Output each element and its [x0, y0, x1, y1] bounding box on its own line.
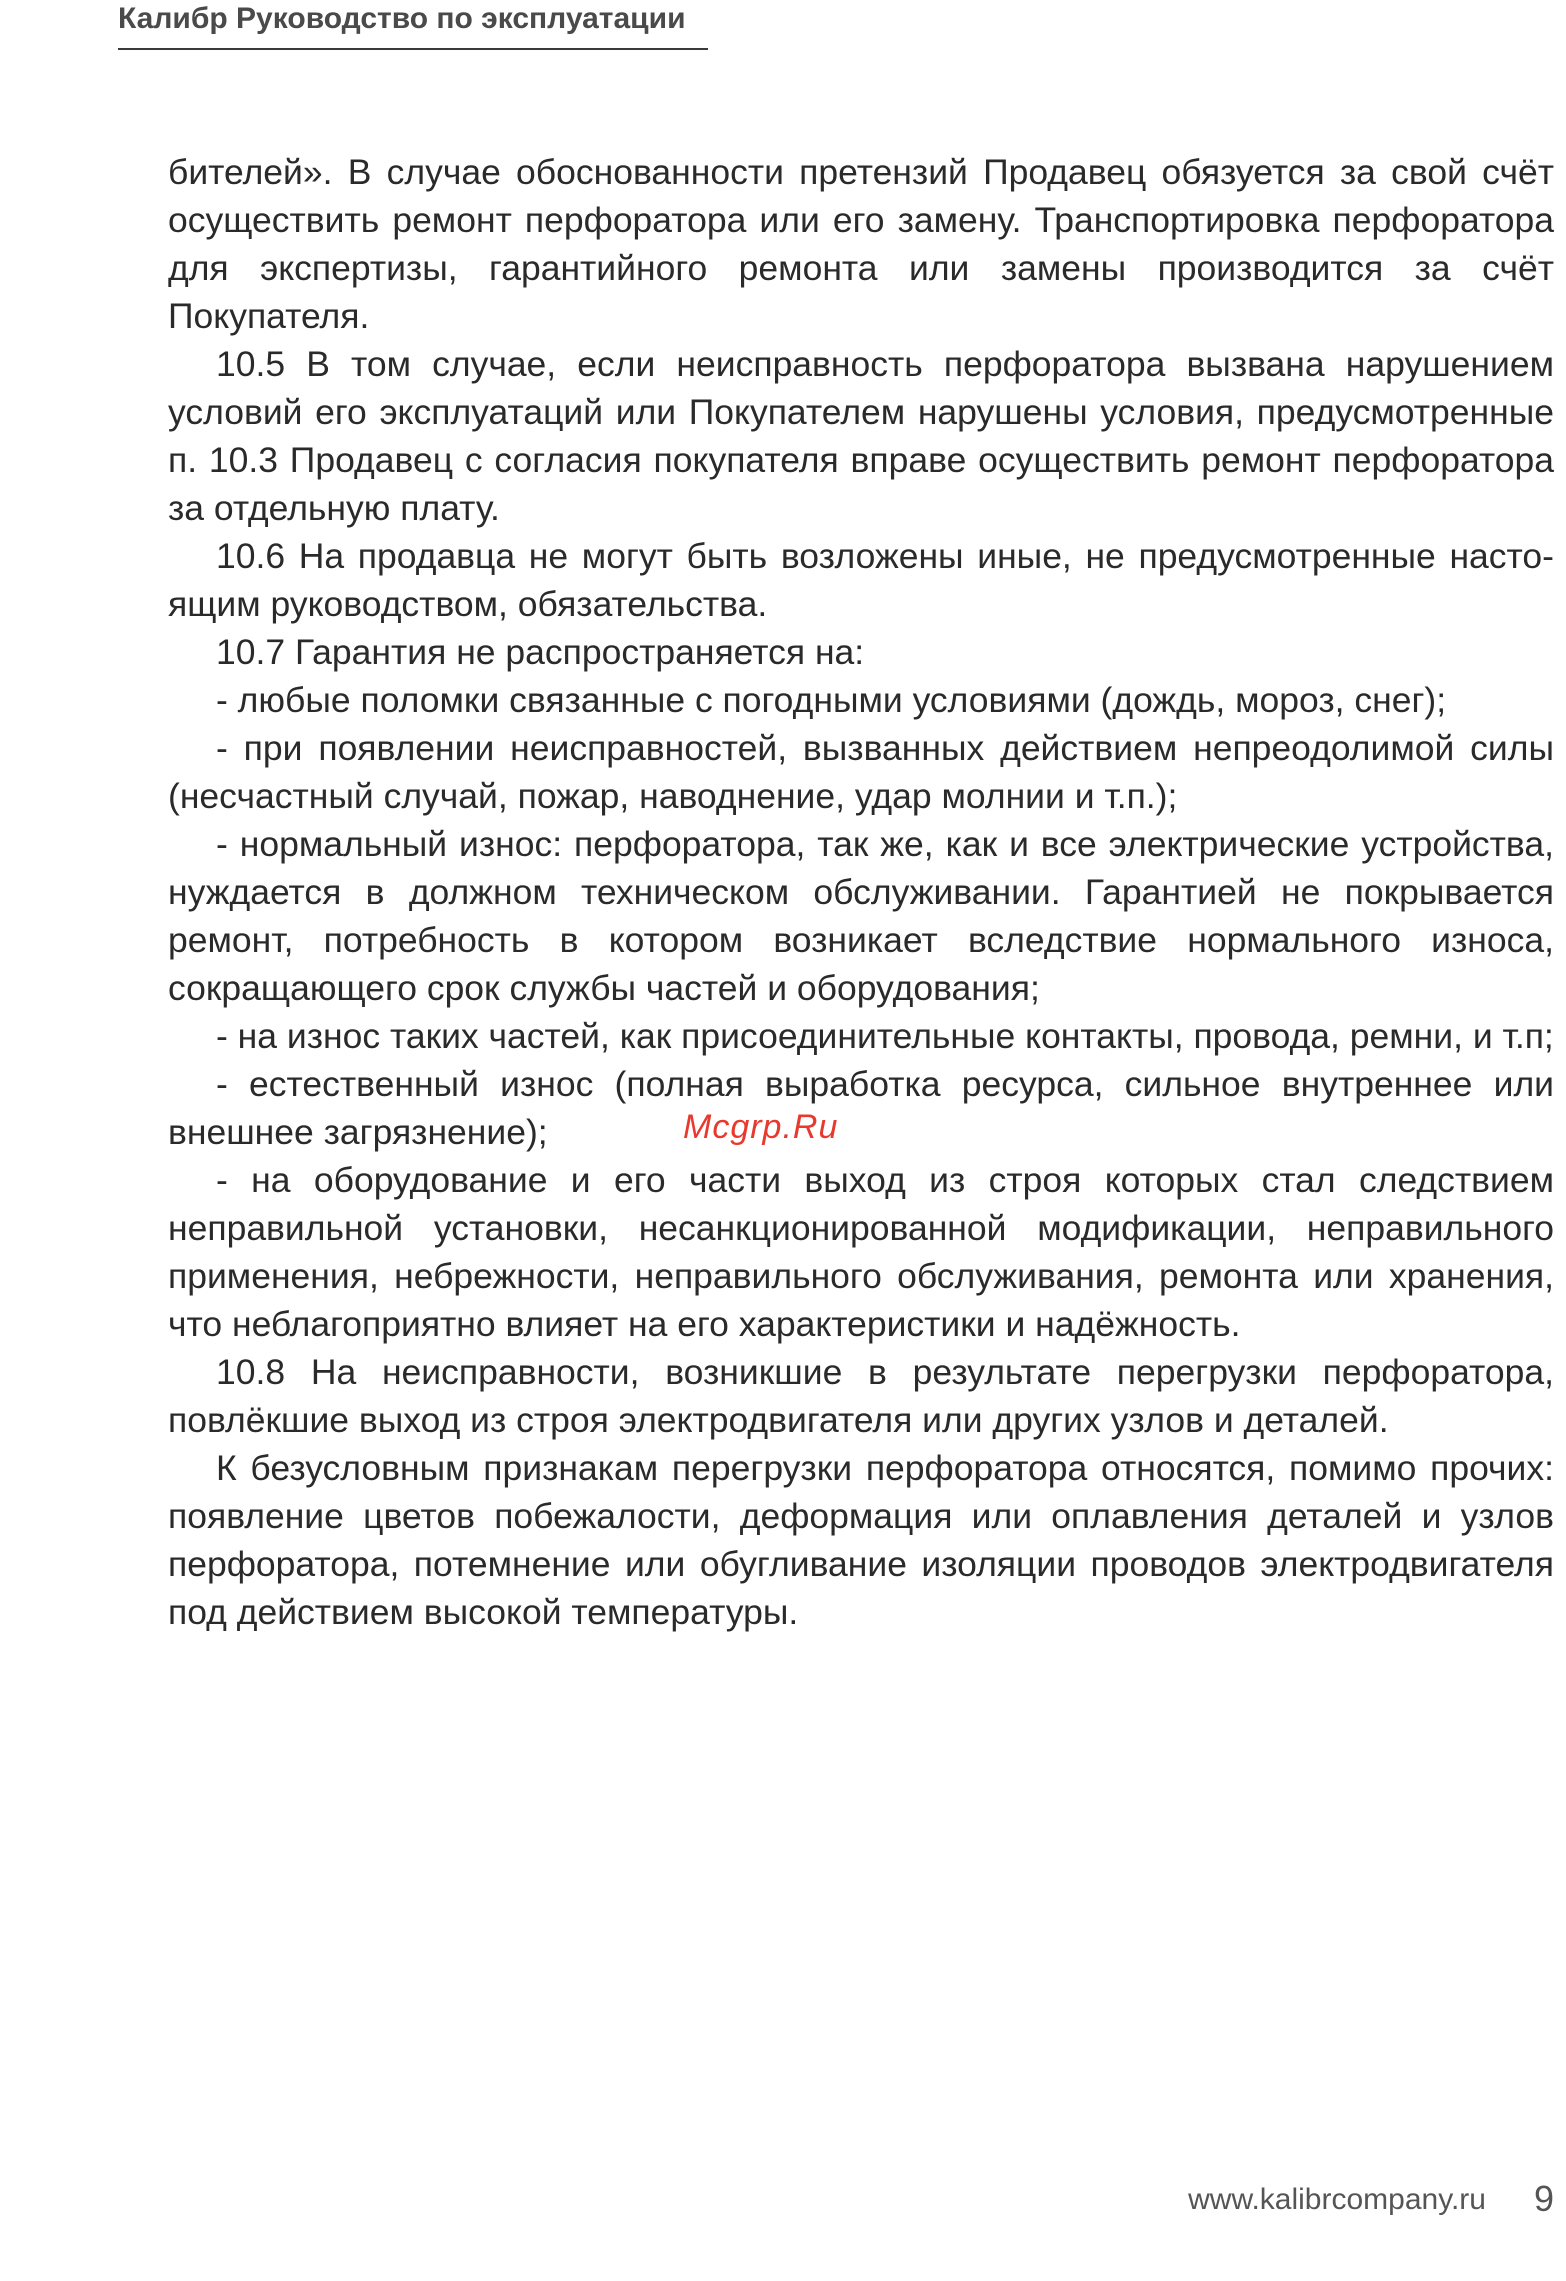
paragraph-10-5: 10.5 В том случае, если неисправность перфоратора вызвана нарушением условий его эксплуатаций или Покупателем нарушены условия, предусмотренные п. 10.3 Продавец с согласия покупателя вправе осуществить ремонт перфоратора за отдельную плату. [168, 344, 1554, 528]
list-item-force-majeure: - при появлении неисправностей, вызванных действием непреодолимой силы (несчастный случай, пожар, наводнение, удар молнии и т.п.); [168, 728, 1554, 816]
paragraph-overload-signs: К безусловным признакам перегрузки перфоратора относятся, помимо прочих: появление цветов побежалости, деформация или оплавления деталей и узлов перфоратора, потемнение или обугливание изоляции проводов электродвигателя под действием высокой температуры. [168, 1448, 1554, 1632]
paragraph-continuation: бителей». В случае обоснованности претензий Продавец обязуется за свой счёт осуществить ремонт перфоратора или его замену. Транспортировка перфоратора для экспертизы, гарантийного ремонта или замены производится за счёт Покупателя. [168, 152, 1554, 336]
header-title: Калибр Руководство по эксплуатации [118, 2, 686, 35]
list-item-natural-wear: - естественный износ (полная выработка ресурса, сильное внутреннее или внешнее загрязнение); [168, 1064, 1554, 1152]
document-body [168, 148, 1554, 1636]
list-item-weather: - любые поломки связанные с погодными условиями (дождь, мороз, снег); [216, 680, 1447, 720]
paragraph-10-8: 10.8 На неисправности, возникшие в результате перегрузки перфоратора, повлёкшие выход из строя электродвигателя или других узлов и деталей. [168, 1352, 1554, 1440]
list-item-normal-wear: - нормальный износ: перфоратора, так же, как и все электрические устройства, нуждается в должном техническом обслуживании. Гарантией не покрывается ремонт, потребность в котором возникает вследствие нормального износа, сокращающего срок службы частей и оборудования; [168, 824, 1554, 1008]
watermark: Mcgrp.Ru [683, 1108, 839, 1146]
page-header [118, 0, 708, 50]
footer-url[interactable]: www.kalibrcompany.ru [1188, 2183, 1486, 2216]
page-number: 9 [1533, 2178, 1554, 2219]
paragraph-10-6: 10.6 На продавца не могут быть возложены иные, не предусмотренные настоящим руководством, обязательства. [168, 536, 1554, 624]
paragraph-10-7: 10.7 Гарантия не распространяется на: [216, 632, 865, 672]
list-item-parts-wear: - на износ таких частей, как присоединительные контакты, провода, ремни, и т.п; [216, 1016, 1554, 1056]
list-item-improper-use: - на оборудование и его части выход из строя которых стал следствием неправильной установки, несанкционированной модификации, неправильного применения, небрежности, неправильного обслуживания, ремонта или хранения, что неблагоприятно влияет на его характеристики и надёжность. [168, 1160, 1554, 1344]
